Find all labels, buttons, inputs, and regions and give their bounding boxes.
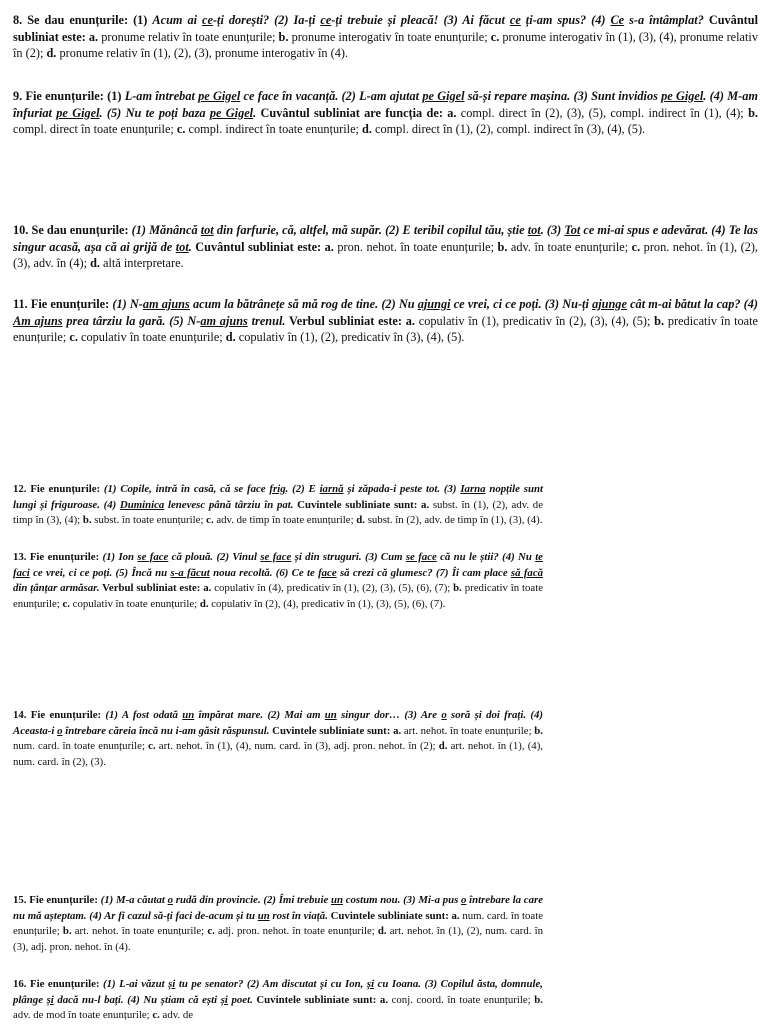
text-run: întrebare la care nu mă așteptam. (4) Ar fi cazul să-ți faci de-acum și tu: [13, 894, 543, 922]
text-run: d.: [225, 330, 236, 345]
text-run: (1) A fost odată: [105, 709, 183, 721]
question-16: [13, 977, 543, 1024]
text-run: conj. coord. în toate enunțurile;: [388, 993, 535, 1006]
text-run: b.: [82, 514, 92, 526]
text-run: copulativ în (4), predicativ în (1), (2), (3), (5), (6), (7);: [211, 582, 454, 594]
question-15: [13, 893, 543, 955]
text-run: și zăpada-i peste tot. (3): [343, 483, 461, 495]
underlined-word: să facă: [510, 566, 544, 579]
text-run: pronume relativ în toate enunțurile;: [98, 29, 279, 44]
text-run: -ți trebuie și pleacă! (3) Ai făcut: [331, 13, 510, 27]
text-run: costum nou. (3) Mi-a pus: [342, 894, 462, 906]
text-run: Verbul subliniat este: a.: [285, 313, 415, 328]
underlined-word: ce: [509, 13, 521, 27]
underlined-word: pe Gigel: [198, 89, 241, 103]
text-run: d.: [362, 122, 372, 137]
underlined-word: Iarna: [460, 483, 486, 495]
underlined-word: frig: [269, 483, 286, 495]
text-run: ce face în vacanță. (2) L-am ajutat: [240, 89, 423, 103]
underlined-word: pe Gigel: [56, 105, 100, 120]
text-run: c.: [176, 122, 186, 137]
underlined-word: un: [330, 894, 343, 906]
text-run: .: [253, 105, 257, 120]
underlined-word: Ce: [610, 13, 625, 27]
text-run: art. nehot. în toate enunțurile;: [71, 925, 208, 937]
question-12: [13, 482, 543, 529]
text-run: b.: [62, 925, 72, 937]
underlined-word: tot: [527, 223, 541, 237]
text-run: .: [188, 239, 192, 254]
text-run: pronume interogativ în (1), (3), (4), pronume relativ în (2);: [13, 29, 758, 61]
text-run: 15. Fie enunțurile:: [13, 894, 101, 906]
text-run: 16. Fie enunțurile:: [13, 978, 103, 990]
text-run: pron. nehot. în toate enunțurile;: [333, 239, 498, 254]
question-11: [13, 296, 758, 346]
text-run: adv. în toate enunțurile;: [507, 239, 632, 254]
text-run: L-am întrebat: [124, 89, 199, 103]
text-run: adv. de timp în toate enunțurile;: [213, 514, 357, 526]
text-run: prea târziu la gară. (5) N-: [62, 313, 201, 328]
text-run: d.: [199, 597, 209, 610]
text-run: împărat mare. (2) Mai am: [194, 709, 325, 721]
text-run: . (2) E: [285, 483, 320, 495]
text-run: 9. Fie enunțurile: (1): [13, 89, 125, 103]
underlined-word: s-a făcut: [170, 566, 210, 579]
text-run: că nu le știi? (4) Nu: [436, 551, 536, 563]
text-run: Cuvântul subliniat este: a.: [191, 239, 334, 254]
text-run: din țânțar armăsar.: [13, 582, 100, 594]
text-run: b.: [654, 313, 665, 328]
text-run: copulativ în (1), (2), predicativ în (3), (4), (5).: [235, 330, 465, 345]
underlined-word: iarnă: [319, 483, 344, 495]
text-run: predicativ în toate enunțurile;: [13, 313, 759, 345]
text-run: adj. pron. nehot. în toate enunțurile;: [214, 925, 378, 937]
underlined-word: și: [366, 978, 375, 990]
text-run: Cuvintele subliniate sunt: a.: [293, 498, 430, 511]
text-run: soră și doi frați. (4) Aceasta-i: [13, 709, 543, 737]
underlined-word: o: [57, 724, 63, 737]
text-run: predicativ în toate enunțurile;: [13, 582, 543, 610]
text-run: Cuvintele subliniate sunt: a.: [327, 909, 460, 922]
underlined-word: tot: [200, 223, 214, 237]
text-run: c.: [69, 330, 78, 345]
text-run: c.: [207, 925, 215, 937]
text-run: compl. direct în (2), (3), (5), compl. indirect în (1), (4);: [456, 105, 749, 120]
text-run: nopțile sunt lungi și friguroase. (4): [13, 483, 543, 511]
text-run: pronume relativ în (1), (2), (3), pronume interogativ în (4).: [56, 46, 349, 61]
underlined-word: ajunge: [592, 297, 627, 311]
text-run: Cuvântul subliniat este: a.: [13, 13, 759, 44]
text-run: (1) L-ai văzut: [103, 978, 169, 990]
text-run: singur dor… (3) Are: [336, 709, 442, 721]
text-run: compl. direct în (1), (2), compl. indirect în (3), (4), (5).: [371, 122, 646, 137]
text-run: adv. de: [159, 1009, 194, 1021]
underlined-word: ce: [320, 13, 332, 27]
text-run: c.: [62, 597, 70, 610]
question-13: [13, 550, 543, 612]
underlined-word: un: [324, 709, 337, 721]
text-run: întrebare căreia încă nu i-am găsit răspunsul.: [62, 724, 270, 737]
text-run: c.: [490, 29, 500, 44]
underlined-word: ce: [202, 13, 213, 27]
text-run: adv. de mod în toate enunțurile;: [13, 1009, 153, 1021]
underlined-word: Duminica: [119, 498, 165, 511]
question-14: [13, 708, 543, 770]
text-run: b.: [748, 105, 758, 120]
text-run: c.: [152, 1009, 160, 1021]
text-run: -ți dorești? (2) Ia-ți: [212, 13, 321, 27]
underlined-word: se face: [260, 551, 292, 563]
text-run: b.: [453, 582, 462, 594]
text-run: dacă nu-l bați. (4) Nu știam că ești: [53, 993, 221, 1006]
underlined-word: se face: [405, 551, 437, 563]
text-run: lenevesc până târziu în pat.: [164, 498, 294, 511]
text-run: compl. direct în toate enunțurile;: [13, 122, 177, 137]
underlined-word: am ajuns: [200, 313, 248, 328]
text-run: b.: [534, 724, 544, 737]
text-run: Cuvântul subliniat are funcția de: a.: [256, 105, 457, 120]
underlined-word: face: [318, 566, 337, 579]
text-run: să-și repare mașina. (3) Sunt invidios: [464, 89, 662, 103]
text-run: . (3): [540, 223, 565, 237]
text-run: acum la bătrânețe să mă rog de tine. (2) Nu: [189, 297, 418, 311]
underlined-word: ajungi: [417, 297, 451, 311]
text-run: 10. Se dau enunțurile:: [13, 223, 132, 237]
text-run: (1) Mănâncă: [131, 223, 201, 237]
text-run: (1) M-a căutat: [100, 894, 168, 906]
text-run: c.: [631, 239, 641, 254]
question-9: [13, 88, 758, 138]
text-run: cât m-ai bătut la cap? (4): [626, 297, 759, 311]
underlined-word: se face: [137, 551, 169, 563]
text-run: noua recoltă. (6) Ce te: [209, 566, 319, 579]
underlined-word: și: [46, 993, 54, 1006]
text-run: altă interpretare.: [99, 256, 184, 271]
underlined-word: o: [441, 709, 447, 721]
question-10: [13, 222, 758, 272]
text-run: ce vrei, ci ce poți. (5) Încă nu: [29, 566, 171, 579]
text-run: copulativ în toate enunțurile;: [69, 597, 200, 610]
text-run: num. card. în toate enunțurile;: [13, 909, 543, 937]
text-run: num. card. în toate enunțurile;: [13, 740, 149, 752]
text-run: subst. în (2), adv. de timp în (1), (3), (4).: [365, 514, 543, 526]
text-run: pron. nehot. în (1), (2), (3), adv. în (4);: [13, 239, 759, 271]
text-run: (1) Ion: [102, 551, 138, 563]
underlined-word: Am ajuns: [13, 313, 63, 328]
text-run: d.: [438, 740, 448, 752]
question-8: [13, 12, 758, 62]
text-run: poet.: [227, 993, 253, 1006]
text-run: 11. Fie enunțurile:: [13, 297, 113, 311]
text-run: să crezi că glumesc? (7) Îi cam place: [336, 566, 511, 579]
text-run: pronume interogativ în toate enunțurile;: [288, 29, 491, 44]
text-run: ce vrei, ci ce poți. (3) Nu-ți: [450, 297, 593, 311]
text-run: cu Ioana. (3) Copilul ăsta, domnule, plânge: [13, 978, 544, 1006]
underlined-word: o: [167, 894, 174, 906]
text-run: b.: [534, 993, 543, 1006]
text-run: d.: [90, 256, 100, 271]
text-run: că plouă. (2) Vinul: [168, 551, 261, 563]
text-run: . (5) Nu te poți baza: [99, 105, 210, 120]
underlined-word: și: [220, 993, 228, 1006]
text-run: trenul.: [247, 313, 286, 328]
text-run: subst. în toate enunțurile;: [91, 514, 207, 526]
text-run: 8. Se dau enunțurile: (1): [13, 13, 153, 27]
text-run: s-a întâmplat?: [624, 13, 704, 27]
text-run: 13. Fie enunțurile:: [13, 551, 103, 563]
text-run: art. nehot. în toate enunțurile;: [401, 724, 535, 737]
text-run: copulativ în toate enunțurile;: [77, 330, 226, 345]
text-run: ce mi-ai spus e adevărat. (4) Te las singur acasă, așa că ai grijă de: [13, 223, 758, 254]
underlined-word: și: [168, 978, 176, 990]
underlined-word: un: [257, 909, 270, 922]
underlined-word: pe Gigel: [661, 89, 704, 103]
text-run: art. nehot. în (1), (4), num. card. în (3), adj. pron. nehot. în (2);: [155, 740, 439, 752]
text-run: art. nehot. în (1), (2), num. card. în (3), adj. pron. nehot. în (4).: [13, 925, 543, 953]
text-run: Cuvintele subliniate sunt: a.: [269, 724, 402, 737]
text-run: subst. în (1), (2), adv. de timp în (3), (4);: [13, 498, 543, 526]
underlined-word: am ajuns: [142, 297, 190, 311]
underlined-word: un: [182, 709, 195, 721]
underlined-word: Tot: [564, 223, 581, 237]
underlined-word: o: [461, 894, 467, 906]
text-run: 14. Fie enunțurile:: [13, 709, 106, 721]
underlined-word: pe Gigel: [422, 89, 465, 103]
text-run: c.: [206, 514, 214, 526]
text-run: (1) Copile, intră în casă, că se face: [103, 483, 270, 495]
text-run: și din struguri. (3) Cum: [291, 551, 406, 563]
underlined-word: te faci: [13, 551, 543, 579]
text-run: ți-am spus? (4): [520, 13, 611, 27]
text-run: b.: [278, 29, 289, 44]
text-run: c.: [148, 740, 156, 752]
text-run: tu pe senator? (2) Am discutat și cu Ion,: [175, 978, 367, 990]
text-run: compl. indirect în toate enunțurile;: [185, 122, 363, 137]
text-run: art. nehot. în (1), (4), num. card. în (2), (3).: [13, 740, 543, 768]
text-run: rost în viață.: [269, 909, 328, 922]
text-run: Verbul subliniat este: a.: [99, 582, 212, 594]
text-run: . (4) M-am înfuriat: [13, 89, 758, 120]
text-run: (1) N-: [112, 297, 143, 311]
text-run: Acum ai: [152, 13, 203, 27]
text-run: Cuvintele subliniate sunt: a.: [252, 993, 389, 1006]
text-run: d.: [356, 514, 365, 526]
text-run: d.: [46, 46, 57, 61]
text-run: din farfurie, că, altfel, mă supăr. (2) E teribil copilul tău, știe: [213, 223, 528, 237]
underlined-word: tot: [175, 239, 189, 254]
text-run: b.: [497, 239, 508, 254]
text-run: copulativ în (2), (4), predicativ în (1), (3), (5), (6), (7).: [208, 597, 446, 610]
text-run: d.: [377, 925, 387, 937]
underlined-word: pe Gigel: [209, 105, 254, 120]
text-run: 12. Fie enunțurile:: [13, 483, 104, 495]
text-run: rudă din provincie. (2) Îmi trebuie: [173, 894, 331, 906]
text-run: copulativ în (1), predicativ în (2), (3), (4), (5);: [414, 313, 655, 328]
